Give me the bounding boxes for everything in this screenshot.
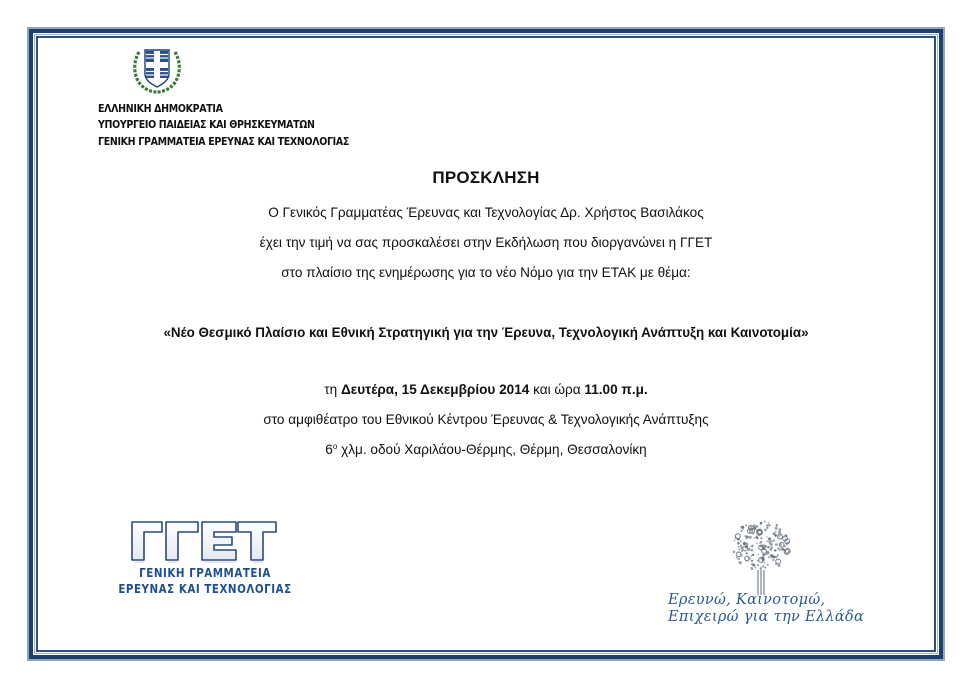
- tree-node: [778, 534, 781, 537]
- tree-node: [775, 531, 777, 533]
- tree-node: [752, 533, 754, 535]
- intro-line-2: έχει την τιμή να σας προσκαλέσει στην Εκδήλωση που διοργανώνει η ΓΓΕΤ: [259, 235, 713, 250]
- tree-node: [785, 548, 790, 553]
- intro-line-3: στο πλαίσιο της ενημέρωσης για το νέο Νόμο για την ΕΤΑΚ με θέμα:: [281, 265, 691, 280]
- tree-node: [764, 562, 765, 563]
- tree-node: [768, 537, 771, 540]
- tree-node: [741, 550, 743, 552]
- event-date: Δευτέρα, 15 Δεκεμβρίου 2014: [341, 382, 530, 397]
- tree-node: [751, 545, 753, 547]
- tree-node: [755, 567, 757, 569]
- tree-node: [778, 548, 781, 551]
- event-theme: «Νέο Θεσμικό Πλαίσιο και Εθνική Στρατηγική για την Έρευνα, Τεχνολογική Ανάπτυξη και Καινοτομία»: [163, 325, 809, 340]
- event-date-line: [0, 382, 972, 397]
- gget-letter-epsilon: [202, 522, 236, 560]
- tree-node: [766, 540, 768, 542]
- tree-node: [778, 531, 781, 534]
- tree-node: [739, 561, 742, 564]
- gget-logo-line-1: ΓΕΝΙΚΗ ΓΡΑΜΜΑΤΕΙΑ: [139, 566, 271, 580]
- header-line-republic: ΕΛΛΗΝΙΚΗ ΔΗΜΟΚΡΑΤΙΑ: [98, 104, 223, 115]
- tree-node: [752, 554, 754, 556]
- tree-node: [757, 564, 759, 566]
- tree-node: [751, 555, 753, 557]
- tree-node: [776, 524, 778, 526]
- tree-node: [745, 536, 747, 538]
- tree-node: [749, 525, 752, 528]
- event-venue: στο αμφιθέατρο του Εθνικού Κέντρου Έρευνας & Τεχνολογικής Ανάπτυξης: [263, 412, 709, 427]
- header-line-secretariat: ΓΕΝΙΚΗ ΓΡΑΜΜΑΤΕΙΑ ΕΡΕΥΝΑΣ ΚΑΙ ΤΕΧΝΟΛΟΓΙΑΣ: [98, 136, 350, 148]
- tree-node: [739, 549, 741, 551]
- tree-node: [741, 530, 743, 532]
- tree-node: [769, 540, 772, 543]
- invitation-title: ΠΡΟΣΚΛΗΣΗ: [432, 168, 540, 187]
- gget-letter-gamma-1: [132, 522, 162, 560]
- address-rest: χλμ. οδού Χαριλάου-Θέρμης, Θέρμη, Θεσσαλονίκη: [337, 442, 647, 457]
- gget-logo-mark: [128, 516, 280, 566]
- date-prefix: τη: [324, 382, 341, 397]
- slogan-line-1: Ερευνώ, Καινοτομώ,: [668, 592, 826, 608]
- event-address: [0, 442, 972, 457]
- tree-node: [766, 536, 768, 538]
- government-header: [98, 102, 368, 151]
- address-km: 6: [325, 442, 333, 457]
- tree-network-icon: [722, 518, 800, 596]
- tree-node: [737, 542, 739, 544]
- tree-node: [740, 554, 743, 557]
- tree-node: [773, 539, 775, 541]
- tree-node: [753, 527, 756, 530]
- tree-node: [738, 546, 740, 548]
- tree-node: [740, 544, 743, 547]
- tree-node: [749, 536, 752, 539]
- tree-node: [736, 557, 738, 559]
- tree-node: [748, 557, 751, 560]
- tree-node: [764, 529, 767, 532]
- tree-node: [753, 564, 756, 567]
- tree-node: [761, 556, 764, 559]
- greek-coat-of-arms-icon: [131, 40, 183, 94]
- tree-node: [746, 538, 748, 540]
- tree-node: [760, 522, 763, 525]
- address-degree: ο: [332, 442, 338, 451]
- header-line-ministry: ΥΠΟΥΡΓΕΙΟ ΠΑΙΔΕΙΑΣ ΚΑΙ ΘΡΗΣΚΕΥΜΑΤΩΝ: [98, 120, 315, 132]
- tree-node: [774, 549, 776, 551]
- tree-node: [762, 565, 764, 567]
- tree-node: [756, 543, 758, 545]
- date-middle: και ώρα: [529, 382, 585, 397]
- tree-node: [778, 528, 781, 531]
- tree-node: [782, 548, 785, 551]
- tree-node: [745, 525, 747, 527]
- tree-node: [751, 560, 753, 562]
- tree-node: [751, 549, 754, 552]
- tree-node: [776, 559, 781, 564]
- slogan-line-2: Επιχειρώ για την Ελλάδα: [668, 609, 865, 625]
- tree-node: [762, 544, 764, 546]
- tree-node: [754, 537, 756, 539]
- tree-node: [736, 534, 741, 539]
- tree-node: [775, 527, 778, 530]
- tree-node: [763, 548, 765, 550]
- gget-logo-line-2: ΕΡΕΥΝΑΣ ΚΑΙ ΤΕΧΝΟΛΟΓΙΑΣ: [118, 582, 292, 596]
- gget-letter-tau: [238, 522, 276, 560]
- tree-node: [764, 521, 766, 523]
- tree-node: [764, 552, 767, 555]
- tree-node: [733, 551, 735, 553]
- tree-node: [760, 537, 762, 539]
- tree-node: [757, 554, 759, 556]
- tree-node: [771, 555, 774, 558]
- tree-node: [777, 554, 779, 556]
- gget-letter-gamma-2: [166, 522, 198, 560]
- tree-node: [775, 543, 778, 546]
- tree-node: [737, 558, 740, 561]
- tree-node: [750, 567, 753, 570]
- tree-node: [786, 543, 788, 545]
- tree-node: [768, 524, 771, 527]
- tree-node: [778, 564, 781, 567]
- tree-node: [755, 525, 758, 528]
- tree-node: [748, 548, 751, 551]
- tree-node: [766, 524, 768, 526]
- tree-node: [766, 527, 768, 529]
- tree-node: [772, 559, 774, 561]
- tree-node: [764, 567, 766, 569]
- tree-node: [742, 526, 745, 529]
- tree-node: [746, 552, 748, 554]
- tree-node: [768, 556, 770, 558]
- tree-node: [775, 556, 777, 558]
- tree-node: [756, 537, 758, 539]
- tree-node: [760, 541, 762, 543]
- tree-node: [745, 543, 748, 546]
- tree-node: [740, 540, 741, 541]
- tree-node: [774, 534, 776, 536]
- tree-node: [767, 546, 769, 548]
- tree-network-nodes: [733, 521, 790, 570]
- intro-line-1: Ο Γενικός Γραμματέας Έρευνας και Τεχνολογίας Δρ. Χρήστος Βασιλάκος: [268, 205, 704, 220]
- tree-node: [768, 522, 769, 523]
- event-time: 11.00 π.μ.: [584, 382, 648, 397]
- tree-node: [734, 540, 736, 542]
- tree-node: [767, 564, 769, 566]
- tree-node: [769, 548, 772, 551]
